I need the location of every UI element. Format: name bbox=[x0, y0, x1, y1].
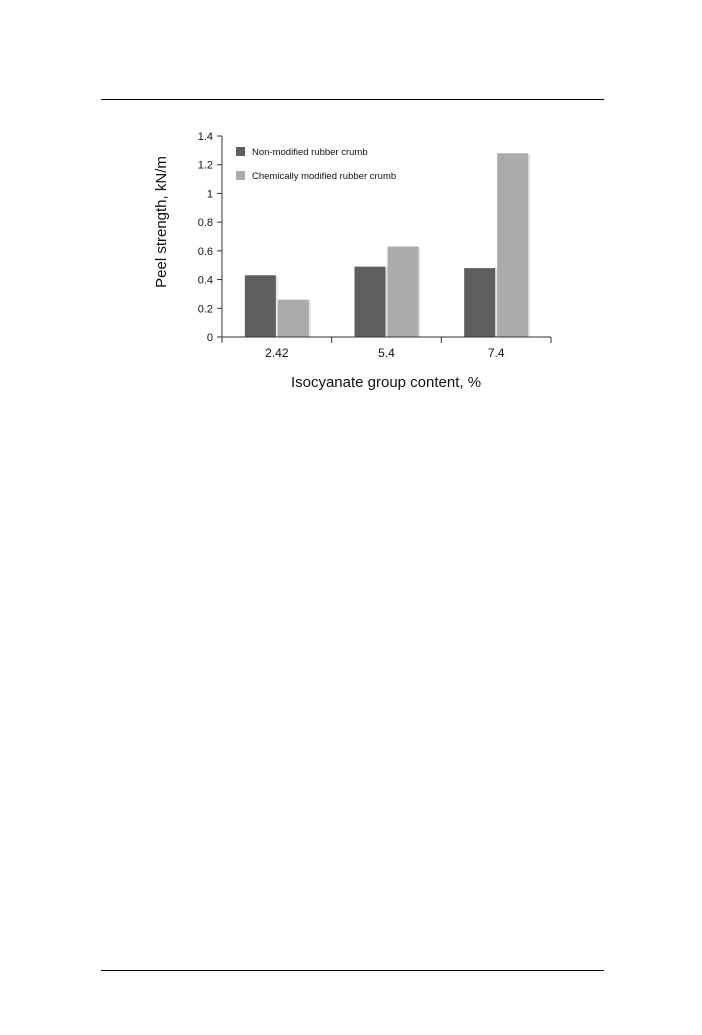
y-tick-group bbox=[198, 131, 222, 344]
legend bbox=[236, 147, 396, 182]
bar bbox=[278, 300, 309, 337]
x-tick-label: 7.4 bbox=[487, 346, 505, 360]
y-tick-label: 1.2 bbox=[197, 159, 213, 172]
legend-swatch bbox=[236, 147, 245, 156]
y-tick-label: 1 bbox=[206, 188, 213, 201]
footer-rule bbox=[101, 970, 604, 971]
y-tick-label: 0.2 bbox=[197, 303, 213, 316]
x-tick-label: 2.42 bbox=[265, 346, 289, 360]
y-tick-label: 0.4 bbox=[197, 274, 213, 287]
y-tick-label: 0.6 bbox=[197, 245, 213, 258]
legend-label: Chemically modified rubber crumb bbox=[252, 171, 397, 182]
y-tick-label: 0.8 bbox=[197, 217, 213, 230]
bar bbox=[497, 153, 528, 337]
y-axis-label: Peel strength, kN/m bbox=[153, 156, 170, 288]
bar bbox=[245, 275, 276, 337]
legend-swatch bbox=[236, 171, 245, 180]
x-axis-label: Isocyanate group content, % bbox=[290, 374, 482, 391]
x-tick-label: 5.4 bbox=[378, 346, 395, 360]
bar bbox=[464, 268, 495, 337]
x-tick-group bbox=[222, 337, 551, 360]
bar bbox=[355, 267, 386, 337]
bar bbox=[388, 247, 419, 337]
y-tick-label: 0 bbox=[206, 332, 213, 344]
y-tick-label: 1.4 bbox=[197, 131, 213, 143]
legend-label: Non-modified rubber crumb bbox=[252, 147, 368, 158]
